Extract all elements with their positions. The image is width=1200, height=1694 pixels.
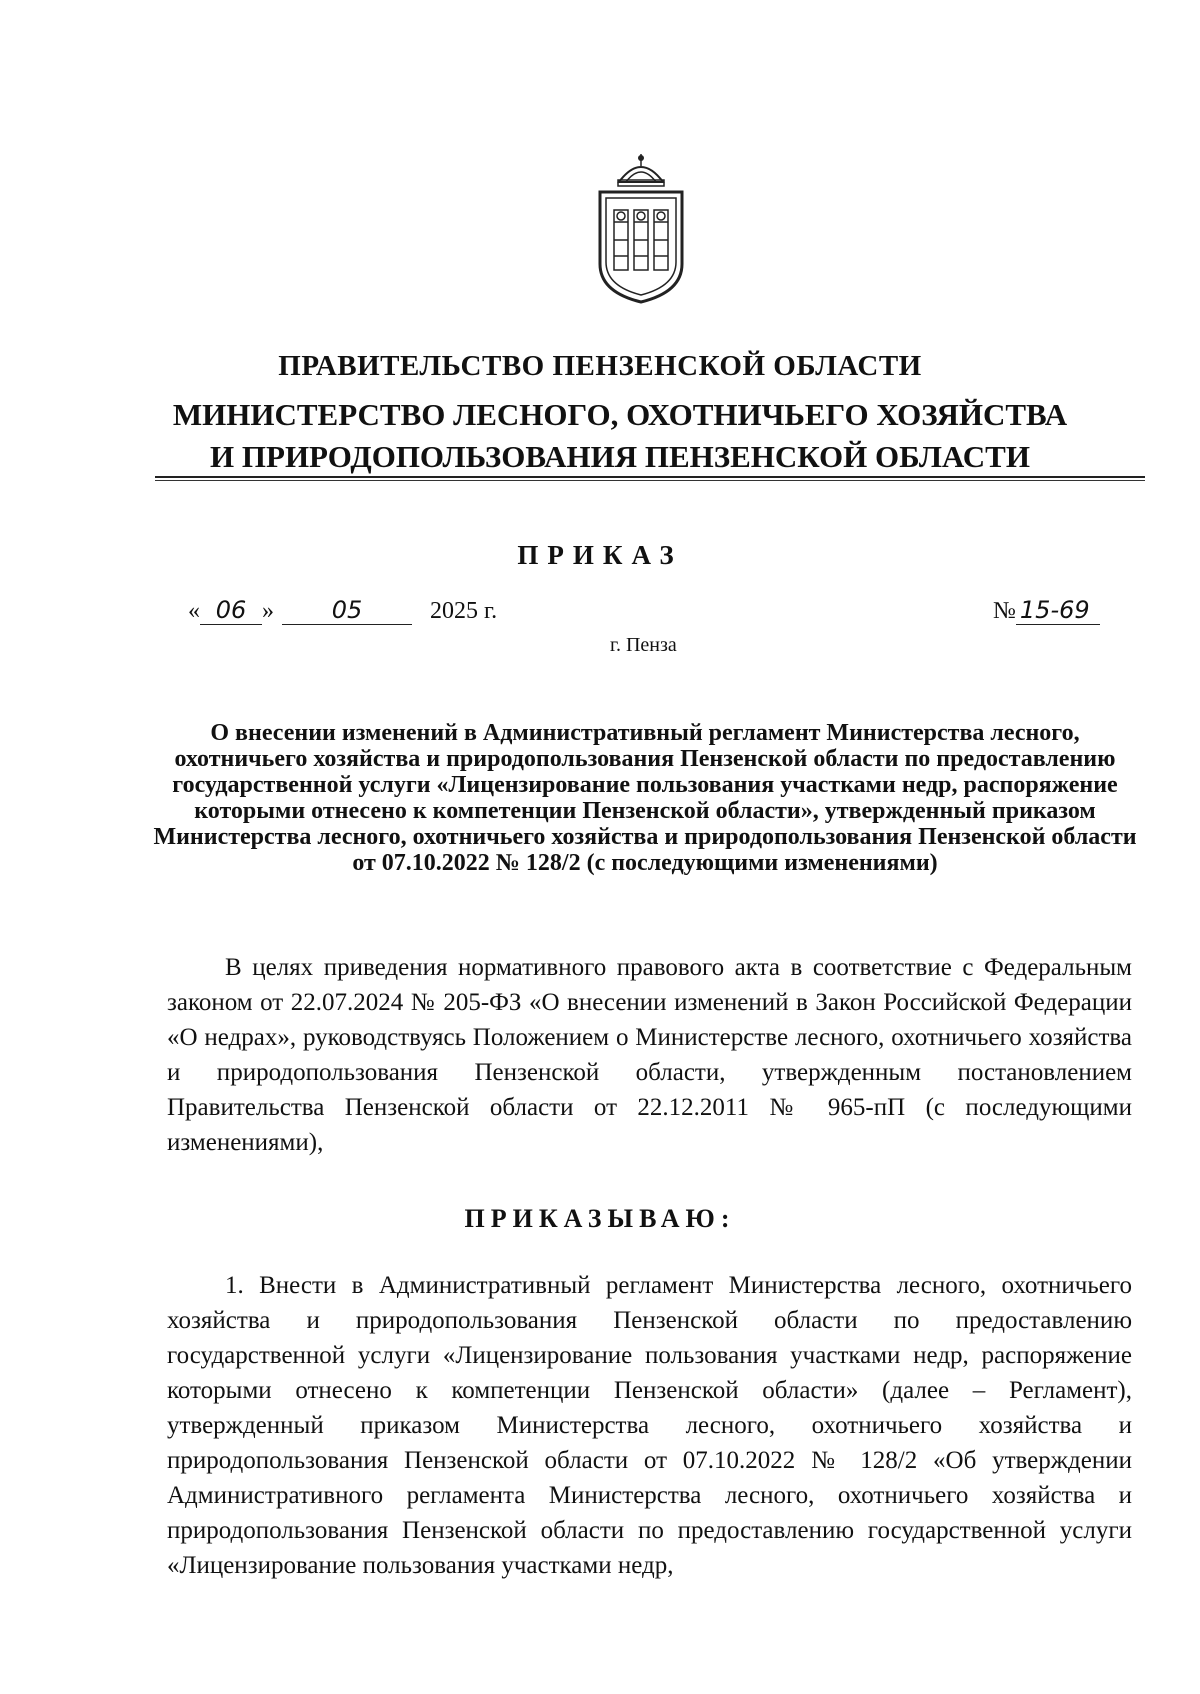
- coat-of-arms-icon: [586, 152, 696, 308]
- order-year: 2025 г.: [430, 598, 498, 624]
- ministry-title: [130, 394, 1110, 478]
- order-date: [188, 596, 497, 625]
- order-day: 06: [200, 596, 262, 625]
- number-prefix: №: [993, 598, 1016, 624]
- quote-close: »: [262, 598, 274, 624]
- government-title: ПРАВИТЕЛЬСТВО ПЕНЗЕНСКОЙ ОБЛАСТИ: [278, 350, 922, 382]
- order-number-value: 15-69: [1016, 596, 1100, 625]
- directive-heading: ПРИКАЗЫВАЮ:: [464, 1204, 736, 1233]
- ministry-title-line-2: И ПРИРОДОПОЛЬЗОВАНИЯ ПЕНЗЕНСКОЙ ОБЛАСТИ: [210, 439, 1030, 474]
- order-city: г. Пенза: [610, 634, 677, 656]
- order-title: ПРИКАЗ: [517, 540, 683, 570]
- item-1-paragraph: 1. Внести в Административный регламент Министерства лесного, охотничьего хозяйства и природопользования Пензенской области по предоставлению государственной услуги «Лицензирование пользования участками недр, распоряжение которыми отнесено к компетенции Пензенской области» (далее – Регламент), утвержденный приказом Министерства лесного, охотничьего хозяйства и природопользования Пензенской области от 07.10.2022 № 128/2 «Об утверждении Административного регламента Министерства лесного, охотничьего хозяйства и природопользования Пензенской области по предоставлению государственной услуги «Лицензирование пользования участками недр,: [167, 1272, 1132, 1579]
- order-number: [993, 596, 1100, 625]
- header-divider: [155, 476, 1145, 478]
- preamble-paragraph: В целях приведения нормативного правового акта в соответствие с Федеральным законом от 22.07.2024 № 205-ФЗ «О внесении изменений в Закон Российской Федерации «О недрах», руководствуясь Положением о Министерстве лесного, охотничьего хозяйства и природопользования Пензенской области, утвержденным постановлением Правительства Пензенской области от 22.12.2011 № 965-пП (с последующими изменениями),: [167, 954, 1132, 1156]
- ministry-title-line-1: МИНИСТЕРСТВО ЛЕСНОГО, ОХОТНИЧЬЕГО ХОЗЯЙСТВА: [172, 397, 1068, 432]
- order-subject: О внесении изменений в Административный регламент Министерства лесного, охотничьего хозяйства и природопользования Пензенской области по предоставлению государственной услуги «Лицензирование пользования участками недр, распоряжение которыми отнесено к компетенции Пензенской области», утвержденный приказом Министерства лесного, охотничьего хозяйства и природопользования Пензенской области от 07.10.2022 № 128/2 (с последующими изменениями): [153, 720, 1137, 876]
- quote-open: «: [188, 598, 200, 624]
- header-divider-thin: [155, 480, 1145, 481]
- order-month: 05: [282, 596, 412, 625]
